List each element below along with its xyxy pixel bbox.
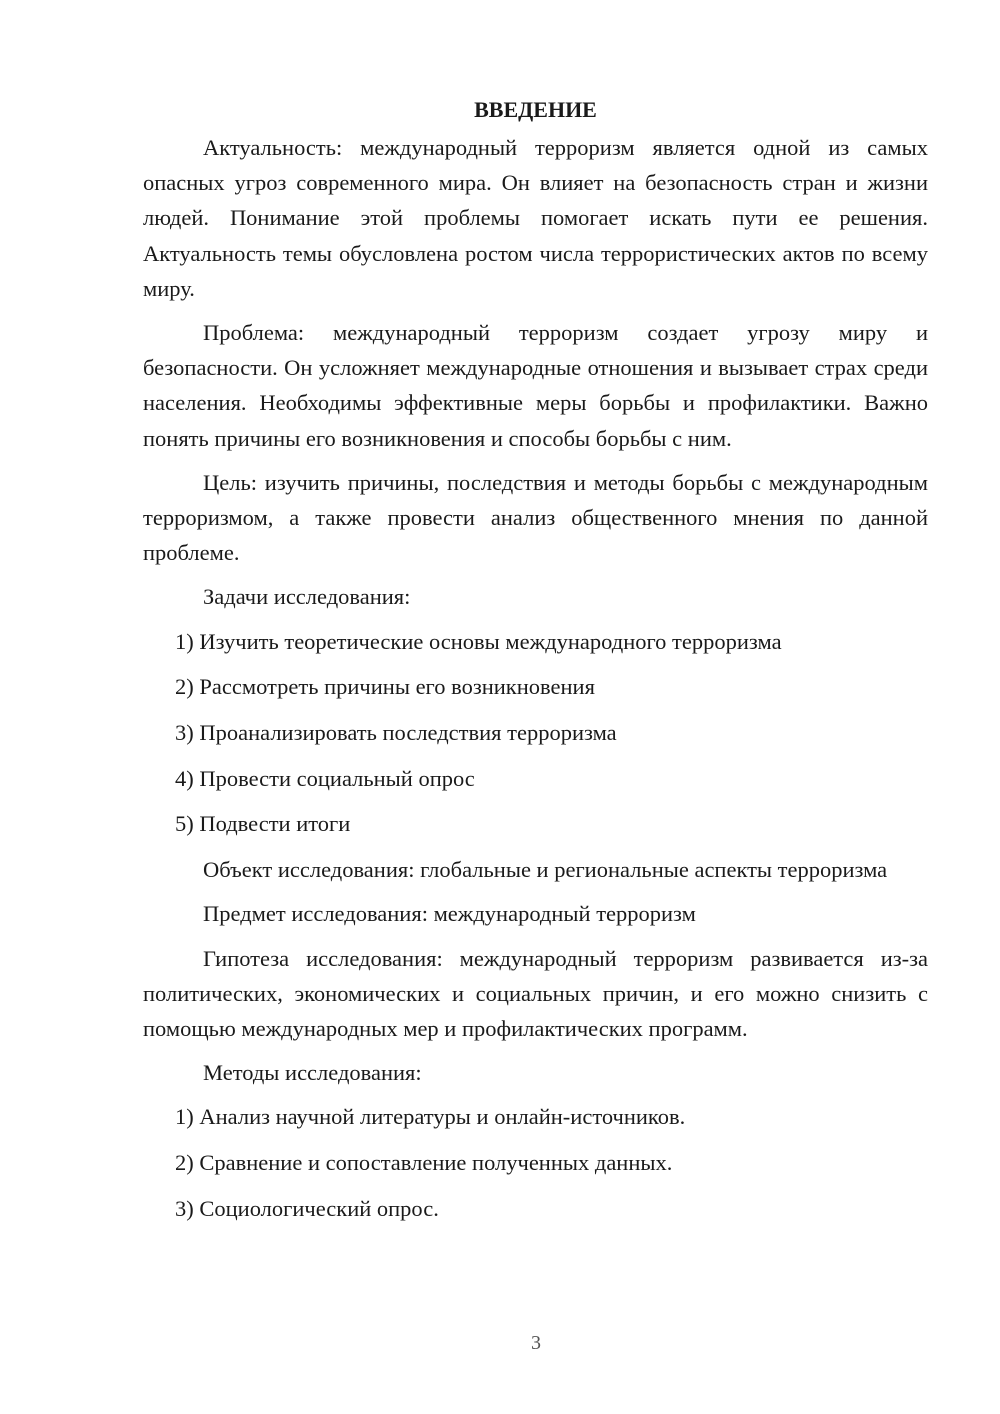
method-item-3: 3) Социологический опрос. bbox=[175, 1195, 439, 1221]
page-title: ВВЕДЕНИЕ bbox=[474, 97, 597, 122]
paragraph-relevance: Актуальность: международный терроризм является одной из самых опасных угроз современного мира. Он влияет на безопасность стран и жизни людей. Понимание этой проблемы помогает искать пути ее решения. Актуальность темы обусловлена ростом числа террористических актов по всему миру. bbox=[143, 135, 928, 301]
task-item-4: 4) Провести социальный опрос bbox=[175, 765, 475, 791]
paragraph-goal: Цель: изучить причины, последствия и методы борьбы с международным терроризмом, а также провести анализ общественного мнения по данной проблеме. bbox=[143, 469, 928, 566]
paragraph-subject: Предмет исследования: международный терроризм bbox=[203, 901, 696, 927]
document-body bbox=[143, 93, 928, 1236]
paragraph-problem: Проблема: международный терроризм создает угрозу миру и безопасности. Он усложняет международные отношения и вызывает страх среди населения. Необходимы эффективные меры борьбы и профилактики. Важно понять причины его возникновения и способы борьбы с ним. bbox=[143, 320, 928, 451]
page-number: 3 bbox=[531, 1332, 541, 1354]
method-item-2: 2) Сравнение и сопоставление полученных данных. bbox=[175, 1150, 673, 1176]
task-item-2: 2) Рассмотреть причины его возникновения bbox=[175, 674, 595, 700]
task-item-3: 3) Проанализировать последствия терроризма bbox=[175, 720, 617, 746]
paragraph-hypothesis: Гипотеза исследования: международный терроризм развивается из-за политических, экономических и социальных причин, и его можно снизить с помощью международных мер и профилактических программ. bbox=[143, 945, 928, 1041]
paragraph-object: Объект исследования: глобальные и региональные аспекты терроризма bbox=[203, 857, 888, 883]
task-item-5: 5) Подвести итоги bbox=[175, 811, 351, 837]
method-item-1: 1) Анализ научной литературы и онлайн-источников. bbox=[175, 1104, 686, 1130]
task-item-1: 1) Изучить теоретические основы международного терроризма bbox=[175, 628, 782, 654]
tasks-heading: Задачи исследования: bbox=[203, 584, 411, 610]
methods-heading: Методы исследования: bbox=[203, 1060, 422, 1086]
